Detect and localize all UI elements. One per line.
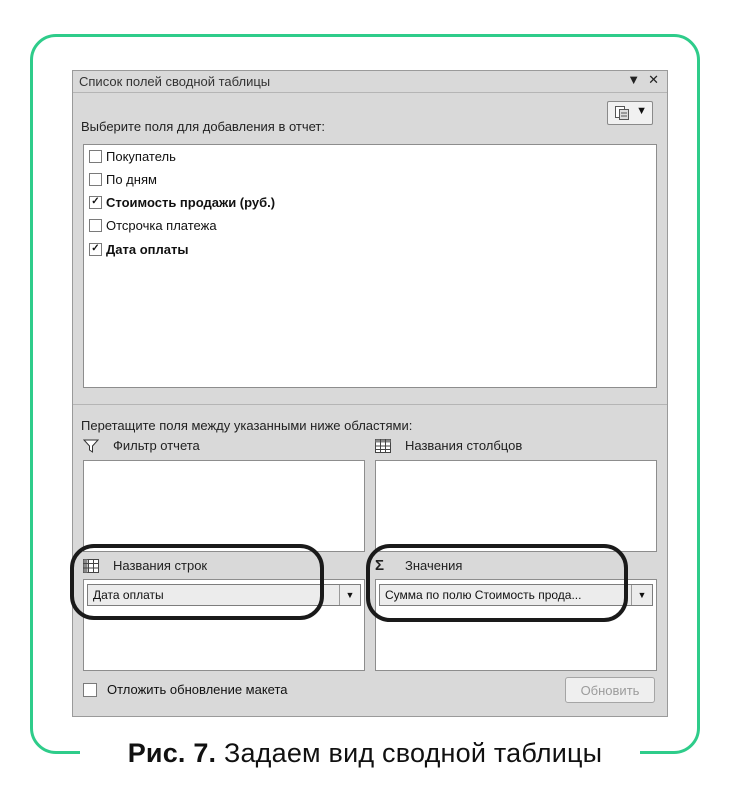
funnel-icon xyxy=(83,439,99,453)
field-checkbox[interactable]: ✓ xyxy=(89,196,102,209)
rows-chip-label: Дата оплаты xyxy=(93,588,164,602)
field-checkbox[interactable]: ✓ xyxy=(89,243,102,256)
field-label: Дата оплаты xyxy=(106,241,189,257)
columns-drop-area[interactable] xyxy=(375,460,657,552)
chevron-down-icon[interactable]: ▼ xyxy=(339,585,360,605)
figure-caption xyxy=(0,738,730,769)
chevron-down-icon[interactable]: ▼ xyxy=(631,585,652,605)
field-item-by-days[interactable] xyxy=(89,169,157,189)
rows-highlight-oval xyxy=(70,544,324,620)
defer-update-checkbox[interactable] xyxy=(83,683,97,697)
defer-update-option[interactable] xyxy=(83,682,288,697)
field-checkbox[interactable] xyxy=(89,150,102,163)
columns-area-label: Названия столбцов xyxy=(405,438,523,453)
choose-fields-label: Выберите поля для добавления в отчет: xyxy=(81,119,325,134)
filter-area-label: Фильтр отчета xyxy=(113,438,200,453)
field-list xyxy=(83,144,657,388)
layout-icon xyxy=(614,105,630,121)
field-checkbox[interactable] xyxy=(89,173,102,186)
section-divider xyxy=(73,404,667,405)
field-item-sale-cost[interactable] xyxy=(89,192,275,212)
field-label: По дням xyxy=(106,171,157,187)
field-label: Покупатель xyxy=(106,148,176,164)
field-item-buyer[interactable] xyxy=(89,146,176,166)
filter-drop-area[interactable] xyxy=(83,460,365,552)
close-icon[interactable]: ✕ xyxy=(648,72,659,87)
values-highlight-oval xyxy=(366,544,628,622)
caption-number: Рис. 7. xyxy=(127,738,217,768)
pane-menu-icon[interactable]: ▼ xyxy=(627,72,641,87)
caption-text: Задаем вид сводной таблицы xyxy=(216,738,603,768)
columns-area-header xyxy=(375,438,522,453)
field-checkbox[interactable] xyxy=(89,219,102,232)
values-area-label: Значения xyxy=(405,558,463,573)
chevron-down-icon: ▼ xyxy=(636,105,647,117)
layout-options-button[interactable] xyxy=(607,101,653,125)
title-divider xyxy=(73,92,667,93)
grid-icon xyxy=(375,439,391,453)
update-button[interactable]: Обновить xyxy=(565,677,655,703)
field-label: Отсрочка платежа xyxy=(106,217,217,233)
values-chip-label: Сумма по полю Стоимость прода... xyxy=(385,588,582,602)
drag-fields-label: Перетащите поля между указанными ниже областями: xyxy=(81,418,413,433)
field-item-payment-delay[interactable] xyxy=(89,215,217,235)
defer-update-label: Отложить обновление макета xyxy=(107,682,288,697)
filter-area-header xyxy=(83,438,200,453)
pane-title: Список полей сводной таблицы xyxy=(79,74,271,89)
field-label: Стоимость продажи (руб.) xyxy=(106,194,276,210)
sigma-icon: Σ xyxy=(375,556,385,574)
field-item-payment-date[interactable] xyxy=(89,239,188,259)
rows-area-label: Названия строк xyxy=(113,558,208,573)
pane-controls xyxy=(619,72,659,88)
